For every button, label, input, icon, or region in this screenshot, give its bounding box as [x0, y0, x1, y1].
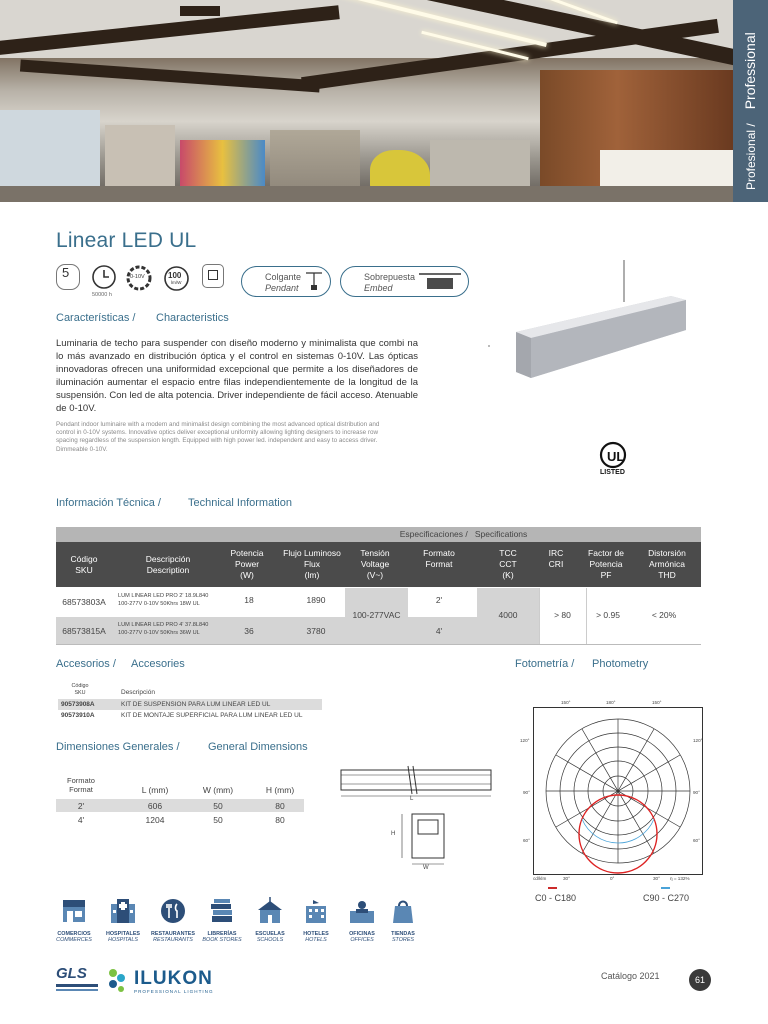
dim-row1-w: 50: [213, 801, 223, 811]
row1-desc-line1: LUM LINEAR LED PRO 2' 18.9L840: [118, 593, 209, 599]
accessory-2-sku: 90573910A: [61, 712, 95, 719]
sidebar-label-es: Profesional /: [744, 123, 758, 190]
hero-photo: [0, 0, 733, 202]
legend-label-c90: C90 - C270: [643, 893, 690, 903]
dimming-icon: 0-10V: [125, 264, 153, 292]
polar-efficiency: η = 132%: [670, 876, 690, 881]
row2-power: 36: [244, 626, 254, 636]
mount-option-pendant: [241, 266, 331, 297]
accessory-2-desc: KIT DE MONTAJE SUPERFICIAL PARA LUM LINEAR LED UL: [121, 712, 303, 719]
cct-value: 4000: [498, 610, 518, 620]
accessory-1-sku: 90573908A: [61, 701, 95, 708]
voltage-value: 100-277VAC: [352, 610, 401, 620]
dim-row2-l: 1204: [145, 815, 165, 825]
th-flux: Flujo Luminoso Flux (lm): [283, 548, 341, 580]
accessories-col-sku: Código SKU: [71, 683, 89, 696]
polar-angle-left-90: 90°: [523, 790, 530, 795]
dimensions-heading-en: General Dimensions: [208, 741, 308, 753]
ilukon-logo: ILUKON PROFESSIONAL LIGHTING: [104, 965, 224, 997]
row1-power: 18: [244, 595, 254, 605]
accessories-heading-es: Accesorios /: [56, 658, 116, 670]
lifetime-label: 50000 h: [92, 292, 112, 298]
legend-swatch-c0: [548, 887, 557, 889]
row1-format: 2': [435, 595, 443, 605]
polar-tick-center: 0°: [610, 876, 615, 881]
hospital-icon: [108, 896, 138, 926]
hotel-icon: [301, 896, 331, 926]
th-pf: Factor de Potencia PF: [588, 548, 624, 580]
thd-value: < 20%: [651, 610, 677, 620]
row1-sku: 68573803A: [62, 597, 106, 607]
section-sidebar-tab: [733, 0, 768, 202]
dim-label-h: H: [391, 831, 396, 837]
row2-format: 4': [435, 626, 443, 636]
category-hotels: HOTELES HOTELS: [298, 896, 334, 943]
dim-col-l: L (mm): [141, 785, 169, 795]
row2-sku: 68573815A: [62, 626, 106, 636]
svg-text:UL: UL: [607, 449, 625, 464]
th-cct: TCC CCT (K): [499, 548, 517, 580]
row1-desc-line2: 100-277V 0-10V 50Khrs 18W UL: [118, 601, 200, 607]
polar-angle-right-60: 60°: [693, 838, 700, 843]
cri-value: > 80: [554, 610, 571, 620]
polar-angle-top-left: 150°: [561, 700, 571, 705]
description-es: Luminaria de techo para suspender con diseño moderno y minimalista que combi na lo más avanzado en distribución óptica y el control en sistemas 0-10V. Las ópticas innovadoras ofrecen una uniformidad excepcional que permite a los diseñadores de iluminación aumentar el espacio entre filas independientemente de la longitud de la suspensión. Con led de alta potencia. Driver independiente de fácil acceso. Atenuable de 0-10V.: [56, 338, 418, 414]
books-icon: [207, 896, 237, 926]
polar-tick-right: 30°: [653, 876, 660, 881]
technical-heading-es: Información Técnica /: [56, 497, 161, 509]
th-thd: Distorsión Armónica THD: [648, 548, 686, 580]
category-schools: ESCUELAS SCHOOLS: [250, 896, 290, 943]
polar-angle-left-120: 120°: [520, 738, 530, 743]
polar-unit-label: cd/klm: [533, 876, 547, 881]
category-hospitals: HOSPITALES HOSPITALS: [102, 896, 144, 943]
dim-row1-l: 606: [147, 801, 163, 811]
category-restaurants: RESTAURANTES RESTAURANTS: [150, 896, 196, 943]
mount-option-embed: [340, 266, 469, 297]
polar-photometry-chart: [533, 707, 703, 875]
shopping-bag-icon: [388, 896, 418, 926]
polar-angle-top-right: 150°: [652, 700, 662, 705]
pendant-label-en: Pendant: [265, 283, 299, 293]
category-commerces: COMERCIOS COMMERCES: [54, 896, 94, 943]
row2-desc-line1: LUM LINEAR LED PRO 4' 37.8L840: [118, 622, 209, 628]
dim-row1-h: 80: [275, 801, 285, 811]
th-cri: IRC CRI: [548, 548, 564, 569]
characteristics-heading-en: Characteristics: [156, 312, 229, 324]
polar-angle-right-120: 120°: [693, 738, 703, 743]
embed-label-en: Embed: [364, 283, 393, 293]
polar-angle-top-center: 180°: [606, 700, 616, 705]
legend-label-c0: C0 - C180: [535, 893, 577, 903]
dim-row2-format: 4': [77, 815, 85, 825]
catalog-label: Catálogo 2021: [601, 971, 660, 981]
dim-col-h: H (mm): [265, 785, 295, 795]
accessory-1-desc: KIT DE SUSPENSION PARA LUM LINEAR LED UL: [121, 701, 271, 708]
embed-icon: [419, 272, 461, 292]
dim-col-format: Formato Format: [67, 776, 95, 794]
row2-flux: 3780: [306, 626, 326, 636]
product-luminaire-image: [486, 258, 696, 393]
office-icon: [347, 896, 377, 926]
page-number: 61: [689, 969, 711, 991]
spec-table-header: [56, 542, 701, 587]
dimension-drawing: [336, 762, 496, 877]
school-icon: [255, 896, 285, 926]
polar-angle-left-60: 60°: [523, 838, 530, 843]
dim-row1-format: 2': [77, 801, 85, 811]
category-bookstores: LIBRERÍAS BOOK STORES: [201, 896, 243, 943]
pendant-icon: [302, 271, 326, 293]
table-bottom-rule: [56, 644, 701, 645]
category-stores: TIENDAS STORES: [386, 896, 420, 943]
legend-swatch-c90: [661, 887, 670, 889]
th-description: Descripción Description: [145, 554, 191, 575]
dim-col-w: W (mm): [202, 785, 234, 795]
warranty-icon: 5: [56, 262, 84, 296]
row1-flux: 1890: [306, 595, 326, 605]
ilukon-mark-icon: [104, 965, 130, 995]
th-power: Potencia Power (W): [230, 548, 264, 580]
pendant-label-es: Colgante: [265, 272, 302, 282]
dim-label-w: W: [423, 865, 429, 871]
driver-icon: [202, 264, 228, 294]
photometry-heading-es: Fotometría /: [515, 658, 575, 670]
accessories-heading-en: Accesories: [131, 658, 185, 670]
efficacy-icon: 100 lm/W: [163, 265, 190, 292]
category-offices: OFICINAS OFFICES: [342, 896, 382, 943]
th-voltage: Tensión Voltage (V~): [360, 548, 390, 580]
spec-group-label: Especificaciones / Specifications: [399, 529, 528, 539]
description-en: Pendant indoor luminaire with a modern and minimalist design combining the most advanced optical distribution and control in 0-10V systems. Innovative optics deliver exceptional uniformity allowing lighting designers to increase row spacing regardless of the suspension length. Equipped with high power led. independent and easy to access driver. Dimmeable 0-10V.: [56, 421, 380, 453]
embed-label-es: Sobrepuesta: [364, 272, 416, 282]
accessories-col-desc: Descripción: [121, 689, 155, 696]
dim-label-l: L: [410, 796, 414, 802]
pf-value: > 0.95: [596, 610, 620, 620]
technical-heading-en: Technical Information: [188, 497, 292, 509]
page-title: Linear LED UL: [56, 229, 197, 252]
dim-row2-h: 80: [275, 815, 285, 825]
th-sku: Código SKU: [70, 554, 98, 575]
sidebar-label-en: Professional: [742, 32, 758, 110]
characteristics-heading-es: Características /: [56, 312, 136, 324]
row2-desc-line2: 100-277V 0-10V 50Khrs 36W UL: [118, 630, 200, 636]
dim-row2-w: 50: [213, 815, 223, 825]
restaurant-icon: [158, 896, 188, 926]
polar-angle-right-90: 90°: [693, 790, 700, 795]
ul-listed-logo: UL LISTED: [597, 440, 631, 480]
gls-logo: GLS: [56, 965, 100, 997]
polar-tick-left: 30°: [563, 876, 570, 881]
photometry-heading-en: Photometry: [592, 658, 649, 670]
dimensions-heading-es: Dimensiones Generales /: [56, 741, 180, 753]
th-format: Formato Format: [423, 548, 455, 569]
store-icon: [59, 896, 89, 926]
